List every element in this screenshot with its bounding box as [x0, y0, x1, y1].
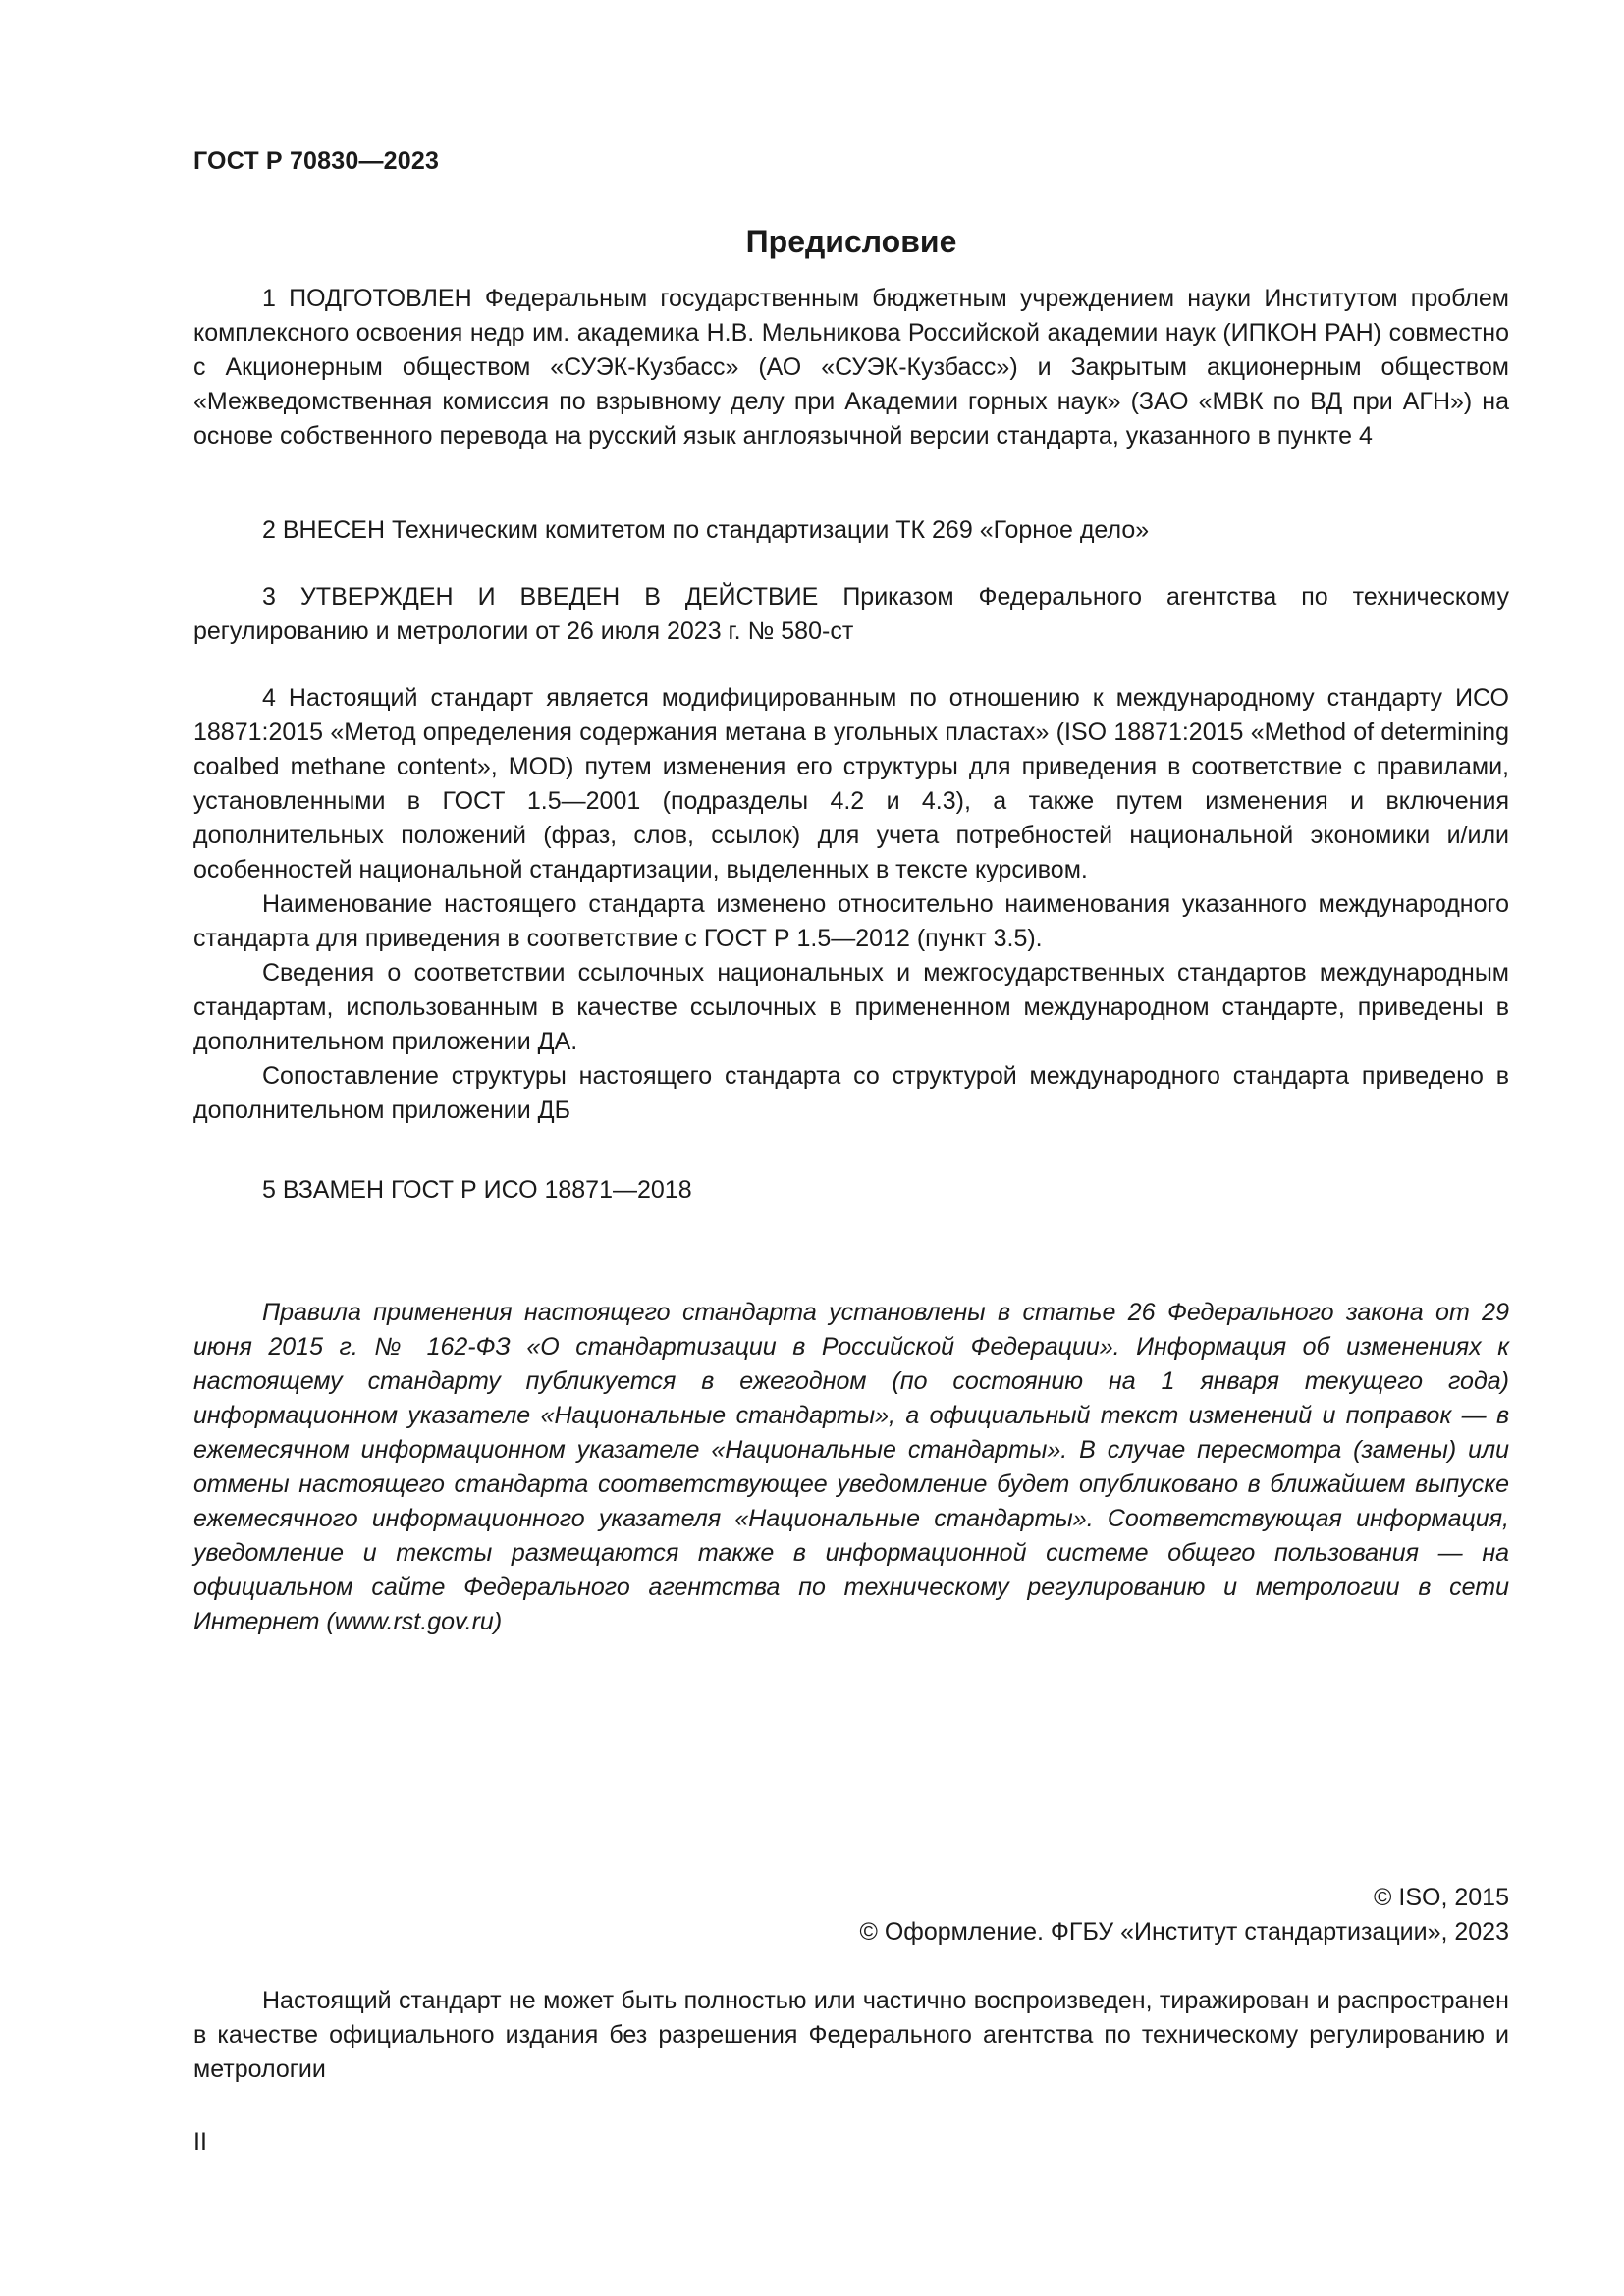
- page-title: Предисловие: [745, 224, 957, 259]
- iso-copyright: © ISO, 2015: [1374, 1884, 1509, 1911]
- section-4-modification: [193, 681, 1509, 1128]
- standard-code-header: ГОСТ Р 70830—2023: [193, 147, 440, 175]
- paragraph: Сопоставление структуры настоящего стандарта со структурой международного стандарта приведено в дополнительном приложении ДБ: [193, 1062, 1509, 1124]
- paragraph: Наименование настоящего стандарта изменено относительно наименования указанного международного стандарта для приведения в соответствие с ГОСТ Р 1.5—2012 (пункт 3.5).: [193, 890, 1509, 952]
- paragraph: 4 Настоящий стандарт является модифицированным по отношению к международному стандарту ИСО 18871:2015 «Метод определения содержания метана в угольных пластах» (ISO 18871:2015 «Method of determining coalbed methane content», MOD) путем изменения его структуры для приведения в соответствие с правилами, установленными в ГОСТ 1.5—2001 (подразделы 4.2 и 4.3), а также путем изменения и включения дополнительных положений (фраз, слов, ссылок) для учета потребностей национальной экономики и/или особенностей национальной стандартизации, выделенных в тексте курсивом.: [193, 684, 1509, 883]
- paragraph: 5 ВЗАМЕН ГОСТ Р ИСО 18871—2018: [262, 1176, 692, 1203]
- paragraph: Правила применения настоящего стандарта установлены в статье 26 Федерального закона от 29 июня 2015 г. № 162-ФЗ «О стандартизации в Российской Федерации». Информация об изменениях к настоящему стандарту публикуется в ежегодном (по состоянию на 1 января текущего года) информационном указателе «Национальные стандарты», а официальный текст изменений и поправок — в ежемесячном информационном указателе «Национальные стандарты». В случае пересмотра (замены) или отмены настоящего стандарта соответствующее уведомление будет опубликовано в ближайшем выпуске ежемесячного информационного указателя «Национальные стандарты». Соответствующая информация, уведомление и тексты размещаются также в информационной системе общего пользования — на официальном сайте Федерального агентства по техническому регулированию и метрологии в сети Интернет (www.rst.gov.ru): [193, 1299, 1509, 1635]
- section-3-approved: [193, 580, 1509, 649]
- paragraph: 1 ПОДГОТОВЛЕН Федеральным государственным бюджетным учреждением науки Институтом проблем комплексного освоения недр им. академика Н.В. Мельникова Российской академии наук (ИПКОН РАН) совместно с Акционерным обществом «СУЭК-Кузбасс» (АО «СУЭК-Кузбасс») и Закрытым акционерным обществом «Межведомственная комиссия по взрывному делу при Академии горных наук» (ЗАО «МВК по ВД при АГН») на основе собственного перевода на русский язык англоязычной версии стандарта, указанного в пункте 4: [193, 285, 1509, 450]
- section-2-submitted-by: [193, 513, 1509, 548]
- design-copyright: © Оформление. ФГБУ «Институт стандартизации», 2023: [859, 1918, 1509, 1946]
- paragraph: 3 УТВЕРЖДЕН И ВВЕДЕН В ДЕЙСТВИЕ Приказом Федерального агентства по техническому регулированию и метрологии от 26 июля 2023 г. № 580-ст: [193, 583, 1509, 645]
- page-number: II: [193, 2128, 207, 2156]
- section-1-prepared-by: [193, 282, 1509, 454]
- paragraph: Настоящий стандарт не может быть полностью или частично воспроизведен, тиражирован и распространен в качестве официального издания без разрешения Федерального агентства по техническому регулированию и метрологии: [193, 1987, 1509, 2083]
- paragraph: 2 ВНЕСЕН Техническим комитетом по стандартизации ТК 269 «Горное дело»: [262, 516, 1150, 544]
- paragraph: Сведения о соответствии ссылочных национальных и межгосударственных стандартов международным стандартам, использованным в качестве ссылочных в примененном международном стандарте, приведены в дополнительном приложении ДА.: [193, 959, 1509, 1055]
- section-5-replaces: [193, 1173, 1509, 1207]
- reproduction-notice: [193, 1984, 1509, 2087]
- application-rules-notice: [193, 1296, 1509, 1639]
